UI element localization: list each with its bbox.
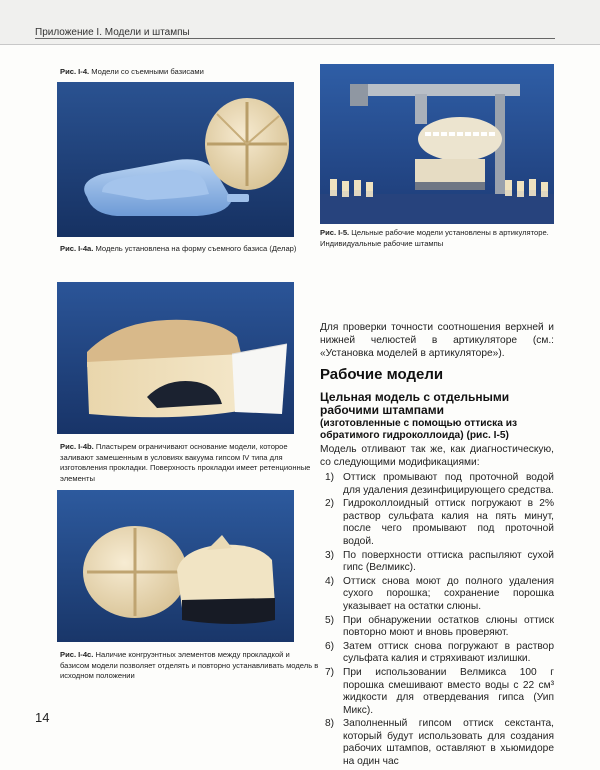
list-item: 1) Оттиск промывают под проточной водой для удаления дезинфицирующего средства.	[325, 472, 554, 496]
photo-plaster-tape-base	[57, 282, 294, 434]
section-subtitle-note: (изготовленные с помощью оттиска из обратимого гидроколлоида) (рис. I-5)	[320, 418, 518, 441]
list-item: 2) Гидроколлоидный оттиск погружают в 2% раствор сульфата калия на пять минут, после чего промывают под проточной водой.	[325, 498, 554, 547]
page-number: 14	[35, 710, 50, 725]
photo-model-and-spacer	[57, 490, 294, 642]
header-title: Приложение I. Модели и штампы	[35, 27, 190, 38]
list-item: 4) Оттиск снова моют до полного удаления сухого порошка; сохранение порошка указывает на остатки слюны.	[325, 575, 554, 612]
list-item: 5) При обнаружении остатков слюны оттиск повторно моют и вновь проверяют.	[325, 614, 554, 639]
section-title: Рабочие модели	[320, 366, 444, 383]
fig-4b-caption: Рис. I-4b. Пластырем ограничивают основание модели, которое заливают замешенным в условиях вакуума гипсом IV типа для изготовления прокладки. Поверхность прокладки имеет ретенционные элементы	[60, 442, 311, 483]
steps-list	[320, 472, 554, 770]
photo-articulator	[320, 64, 554, 224]
section-subtitle: Цельная модель с отдельными рабочими штампами	[320, 390, 510, 417]
fig-4a-caption: Рис. I-4a. Модель установлена на форму съемного базиса (Делар)	[60, 244, 297, 253]
list-item: 6) Затем оттиск снова погружают в раствор сульфата калия и стряхивают излишки.	[325, 640, 554, 665]
list-item: 8) Заполненный гипсом оттиск секстанта, который будут использовать для создания рабочих штампов, оставляют в хьюмидоре на один час	[325, 718, 554, 768]
photo-model-removable-base	[57, 82, 294, 237]
list-item: 3) По поверхности оттиска распыляют сухой гипс (Велмикс).	[325, 549, 554, 574]
fig-4-caption: Рис. I-4. Модели со съемными базисами	[60, 67, 204, 76]
fig-5-caption: Рис. I-5. Цельные рабочие модели установлены в артикуляторе. Индивидуальные рабочие штампы	[320, 228, 549, 248]
list-item: 7) При использовании Велмикса 100 г порошка смешивают вместо воды с 22 см³ жидкости для отвердевания гипса (Уип Микс).	[325, 666, 554, 716]
section-lead: Модель отливают так же, как диагностическую, со следующими модификациями:	[320, 444, 554, 468]
fig-4c-caption: Рис. I-4c. Наличие конгруэнтных элементов между прокладкой и базисом модели позволяет отделять и повторно устанавливать модель в исходном положении	[60, 650, 319, 680]
intro-paragraph: Для проверки точности соотношения верхней и нижней челюстей в артикуляторе (см.: «Установка моделей в артикуляторе»).	[320, 322, 554, 359]
header-rule	[35, 38, 555, 39]
